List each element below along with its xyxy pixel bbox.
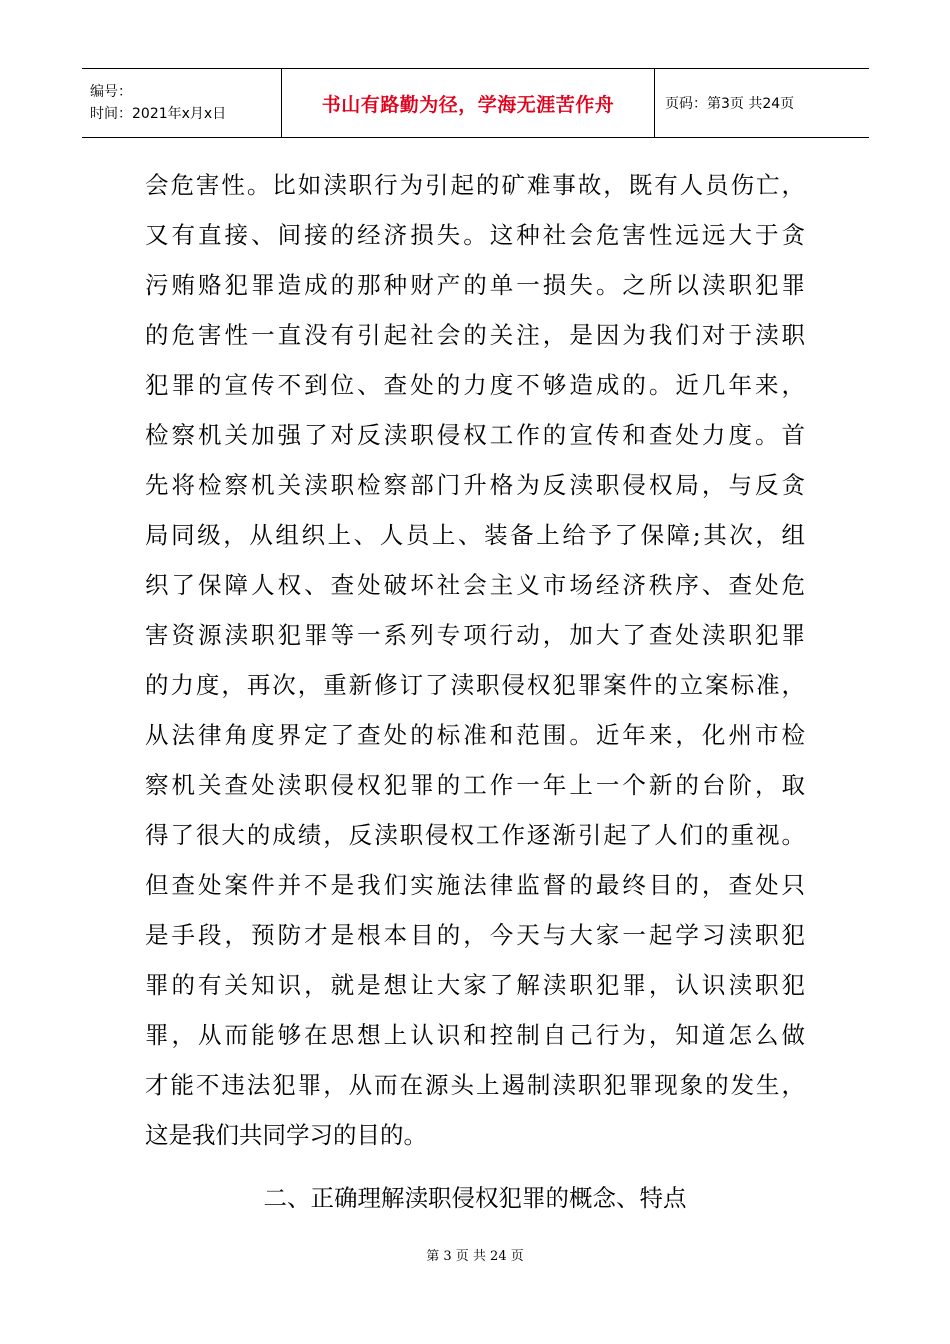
body-paragraph xyxy=(145,160,805,1160)
text-line: 是手段，预防才是根本目的，今天与大家一起学习渎职犯 xyxy=(145,921,805,949)
text-line: 才能不违法犯罪，从而在源头上遏制渎职犯罪现象的发生， xyxy=(145,1071,805,1099)
motto-text: 书山有路勤为径，学海无涯苦作舟 xyxy=(321,93,615,116)
text-line: 检察机关加强了对反渎职侵权工作的宣传和查处力度。首 xyxy=(145,421,805,449)
text-line: 但查处案件并不是我们实施法律监督的最终目的，查处只 xyxy=(145,871,805,899)
section-heading: 二、正确理解渎职侵权犯罪的概念、特点 xyxy=(263,1184,687,1212)
text-line: 这是我们共同学习的目的。 xyxy=(145,1121,427,1149)
header-page-info xyxy=(655,69,869,137)
text-line: 害资源渎职犯罪等一系列专项行动，加大了查处渎职犯罪 xyxy=(145,621,805,649)
header-motto xyxy=(281,69,655,137)
number-label: 编号： xyxy=(90,84,132,100)
text-line: 织了保障人权、查处破坏社会主义市场经济秩序、查处危 xyxy=(145,571,805,599)
text-line: 察机关查处渎职侵权犯罪的工作一年上一个新的台阶，取 xyxy=(145,771,805,799)
text-line: 得了很大的成绩，反渎职侵权工作逐渐引起了人们的重视。 xyxy=(145,821,805,849)
page-header xyxy=(82,68,869,138)
text-line: 局同级，从组织上、人员上、装备上给予了保障;其次，组 xyxy=(145,521,805,549)
date-label: 时间：2021年x月x日 xyxy=(90,106,227,122)
header-meta xyxy=(82,69,281,137)
text-line: 先将检察机关渎职检察部门升格为反渎职侵权局，与反贪 xyxy=(145,471,805,499)
text-line: 污贿赂犯罪造成的那种财产的单一损失。之所以渎职犯罪 xyxy=(145,271,805,299)
text-line: 从法律角度界定了查处的标准和范围。近年来，化州市检 xyxy=(145,721,805,749)
text-line: 的力度，再次，重新修订了渎职侵权犯罪案件的立案标准， xyxy=(145,671,805,699)
text-line: 会危害性。比如渎职行为引起的矿难事故，既有人员伤亡， xyxy=(145,171,805,199)
page-footer: 第 3 页 共 24 页 xyxy=(426,1249,524,1264)
text-line: 犯罪的宣传不到位、查处的力度不够造成的。近几年来， xyxy=(145,371,805,399)
text-line: 罪的有关知识，就是想让大家了解渎职犯罪，认识渎职犯 xyxy=(145,971,805,999)
text-line: 又有直接、间接的经济损失。这种社会危害性远远大于贪 xyxy=(145,221,805,249)
text-line: 罪，从而能够在思想上认识和控制自己行为，知道怎么做 xyxy=(145,1021,805,1049)
page-info-text: 页码：第3页 共24页 xyxy=(665,96,795,112)
text-line: 的危害性一直没有引起社会的关注，是因为我们对于渎职 xyxy=(145,321,805,349)
